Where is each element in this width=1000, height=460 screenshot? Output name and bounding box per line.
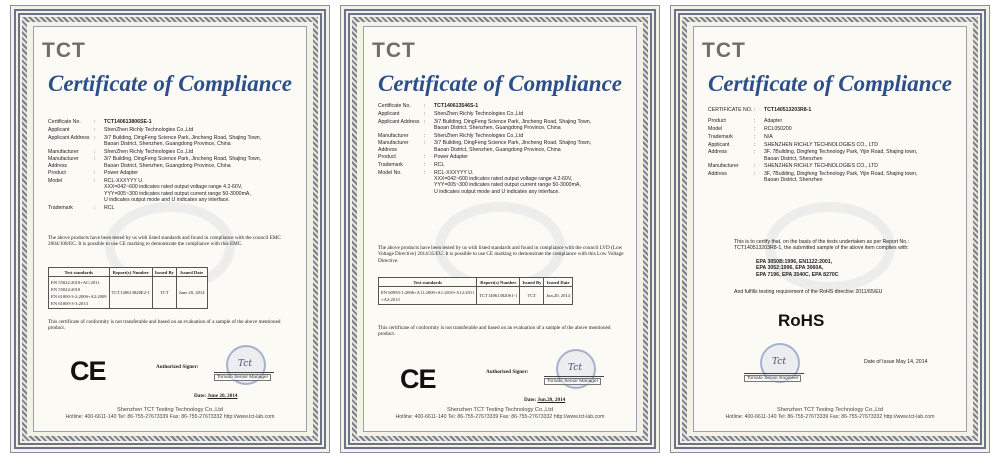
date-label: Date:: [524, 397, 537, 403]
table-header: Issued By: [520, 278, 544, 287]
standard-item: EN 55024:2010: [51, 286, 81, 292]
field-label: Product: [378, 154, 396, 161]
field-label: Address: [708, 149, 728, 156]
standards-table: [378, 277, 573, 305]
certificate-body: [693, 26, 967, 432]
field-label: Manufacturer Address: [48, 156, 79, 169]
field-manufacturer-address: Manufacturer Address : 3/7 Building, DingFeng Science Park, Jincheng Road, Shajing Town, Baoan District, Shenzhen, Guangdong Province, China: [48, 156, 298, 168]
field-label: Applicant Address: [48, 134, 90, 141]
field-manufacturer: Manufacturer : ShenZhen Richly Technologies Co.,Ltd: [378, 133, 628, 139]
field-value: ShenZhen Richly Technologies Co.,Ltd: [104, 148, 194, 155]
certificate-footer: [364, 407, 636, 421]
field-label: CERTIFICATE NO.: [708, 107, 753, 113]
field-value: RCL-XXXYYY U. XXX=042~600 indicates rated output voltage range 4.2-60V, YYY=005~300 indicates rated output current range 50-3000mA, U indicates output mode and U indicates any interface.: [104, 178, 251, 203]
field-applicant: Applicant : SHENZHEN RICHLY TECHNOLOGIES CO., LTD: [708, 142, 958, 148]
rohs-mark: RoHS: [778, 311, 825, 330]
footer-contact: Hotline: 400-6611-140 Tel: 86-755-27673339 Fax: 86-755-27673332 http://www.tct-lab.com: [65, 414, 275, 420]
field-value: TCT140613546S-1: [434, 103, 479, 109]
field-value: RCL050200: [764, 126, 792, 132]
field-label: Product: [48, 170, 66, 177]
field-value: 3F, 7Building, Dingfeng Technology Park, Yijin Road, Shajing town, Baoan District, Shenzhen: [764, 171, 918, 184]
field-certificate-no: Certificate No. : TCT140613546S-1: [378, 103, 628, 109]
field-applicant: Applicant : ShenZhen Richly Technologies Co.,Ltd: [378, 111, 628, 117]
signer-name: Tomato Senior Manager: [214, 374, 271, 381]
table-cell-standards: [49, 277, 110, 309]
field-label: Applicant Address: [378, 118, 420, 125]
signer-label: Authorized Signer:: [156, 364, 199, 370]
field-label: Applicant: [708, 141, 730, 148]
field-product: Product : Power Adapter: [378, 154, 628, 160]
footer-company: Shenzhen TCT Testing Technology Co.,Ltd: [777, 407, 883, 413]
field-value: SHENZHEN RICHLY TECHNOLOGIES CO., LTD: [764, 163, 879, 170]
date-value: Jun.20, 2014: [537, 397, 566, 403]
field-label: Applicant: [48, 126, 70, 133]
field-product: Product : Adapter: [708, 118, 958, 124]
certificate-title: Certificate of Compliance: [377, 71, 622, 96]
table-header: Issued Date: [544, 278, 573, 287]
field-value: TCT140613806SE-1: [104, 119, 152, 125]
field-label: Certificate No.: [378, 103, 411, 109]
certificate-title: Certificate of Compliance: [47, 71, 292, 96]
transfer-note: This certificate of conformity is not transferable and based on an evaluation of a sample of the above mentioned product.: [48, 319, 281, 332]
table-cell-issuer: TCT: [152, 277, 176, 309]
field-label: Applicant: [378, 110, 400, 117]
field-label: Trademark: [48, 204, 73, 211]
issue-date: [194, 393, 238, 399]
standard-item: EN 60950-1:2006+A11:2009+A1:2010+A12:2011: [381, 289, 475, 295]
field-trademark: Trademark : RCL: [378, 162, 628, 168]
field-certificate-no: Certificate No. : TCT140613806SE-1: [48, 119, 298, 125]
field-label: Manufacturer: [378, 132, 409, 139]
standard-item: EN 55022:2010+AC:2011: [51, 279, 100, 285]
table-row: [379, 287, 573, 305]
field-value: 3F, 7Building, Dingfeng Technology Park, Yijin Road, Shajing town, Baoan District, Shenzhen: [764, 149, 918, 162]
field-label: Model No.: [378, 169, 402, 176]
certificate-footer: [694, 407, 966, 421]
signature-line: [544, 376, 604, 377]
issue-date: [524, 397, 565, 403]
certificate-title: Certificate of Compliance: [707, 71, 952, 96]
table-header: Issued Date: [176, 268, 207, 277]
footer-contact: Hotline: 400-6611-140 Tel: 86-755-27673339 Fax: 86-755-27673332 http://www.tct-lab.com: [725, 414, 935, 420]
date-value: June 20, 2014: [207, 393, 238, 399]
field-trademark: Trademark : N/A: [708, 134, 958, 140]
footer-company: Shenzhen TCT Testing Technology Co.,Ltd: [117, 407, 223, 413]
field-certificate-no: CERTIFICATE NO. : TCT140513203R8-1: [708, 107, 958, 113]
field-value: Adapter: [764, 118, 783, 125]
signature: Tct: [238, 359, 252, 369]
field-model: Model : RCL050200: [708, 126, 958, 132]
field-label: Product: [708, 118, 726, 125]
signature-line: [744, 373, 804, 374]
date-label: Date:: [194, 393, 207, 399]
standards-table: [48, 267, 208, 309]
date-label: Date of Issue: [864, 359, 895, 365]
tct-logo: TCT: [372, 39, 416, 62]
field-label: Manufacturer Address: [378, 140, 409, 153]
field-value: ShenZhen Richly Technologies Co.,Ltd: [104, 126, 194, 133]
signer-name: Tomato Senior Engineer: [744, 375, 801, 382]
field-value: ShenZhen Richly Technologies Co.,Ltd: [434, 110, 524, 117]
signer-name: Tomato Senior Manager: [544, 378, 601, 385]
table-cell-date: Jun.20, 2014: [544, 287, 573, 305]
field-applicant-address: Applicant Address : 3/7 Building, DingFeng Science Park, Jincheng Road, Shajing Town, Baoan District, Shenzhen, Guangdong Province, China: [378, 119, 628, 131]
table-cell-date: June 20, 2014: [176, 277, 207, 309]
date-value: May 14, 2014: [896, 359, 928, 365]
table-header-row: [379, 278, 573, 287]
field-label: Address: [708, 171, 728, 178]
table-cell-report: TCT140613820E2-1: [109, 277, 152, 309]
certificate-body: [363, 26, 637, 432]
field-value: N/A: [764, 133, 773, 140]
table-header: Test standards: [379, 278, 477, 287]
table-header: Issued By: [152, 268, 176, 277]
table-header: Report(s) Number: [477, 278, 520, 287]
field-value: RCL-XXXYYY U. XXX=042~600 indicates rated output voltage range 4.2-60V, YYY=005~300 indicates rated output current range 50-3000mA, U indicates output mode and U indicates any interface.: [434, 169, 581, 195]
field-product: Product : Power Adapter: [48, 170, 298, 176]
table-header-row: [49, 268, 208, 277]
table-cell-report: TCT140613820S1-1: [477, 287, 520, 305]
certificate-body: [33, 26, 307, 432]
rohs-compliance-note: And fulfills testing requirement of the RoHS directive 2011/65/EU: [734, 289, 883, 295]
standard-item: EPA 3052:1996, EPA 3060A,: [756, 265, 824, 272]
tct-logo: TCT: [42, 39, 86, 62]
ce-mark: CE: [70, 356, 106, 386]
field-label: Model: [48, 178, 63, 185]
field-value: Power Adapter: [434, 154, 469, 161]
certificate-rohs: [670, 5, 990, 453]
field-label: Manufacturer: [708, 163, 739, 170]
field-label: Certificate No.: [48, 119, 81, 125]
certificate-footer: [34, 407, 306, 421]
field-model: Model : RCL-XXXYYY U. XXX=042~600 indicates rated output voltage range 4.2-60V, YYY=005~300 indicates rated output current range 50-3000mA, U indicates output mode and U indicates any interface.: [48, 178, 298, 203]
field-manufacturer: Manufacturer : ShenZhen Richly Technologies Co.,Ltd: [48, 149, 298, 155]
field-value: TCT140513203R8-1: [764, 107, 812, 113]
rohs-standards: [756, 259, 946, 278]
table-cell-standards: [379, 287, 477, 305]
certificate-fields: [378, 103, 628, 196]
certificate-fields: [708, 107, 958, 185]
compliance-statement: The above products have been tested by us with listed standards and found in compliance with the council EMC 2004/108/EC. It is possible to use CE marking to demonstrate the compliance with this EMC.: [48, 235, 281, 248]
field-value: 3/7 Building, DingFeng Science Park, Jincheng Road, Shajing Town, Baoan District, Shenzhen, Guangdong Province, China: [104, 134, 262, 147]
field-applicant: Applicant : ShenZhen Richly Technologies Co.,Ltd: [48, 127, 298, 133]
footer-contact: Hotline: 400-6611-140 Tel: 86-755-27673339 Fax: 86-755-27673332 http://www.tct-lab.com: [395, 414, 605, 420]
table-header: Report(s) Number: [109, 268, 152, 277]
signer-label: Authorized Signer:: [486, 369, 529, 375]
field-value: RCL: [104, 204, 115, 211]
standard-item: EPA 7196, EPA 3540C, EPA 8270C: [756, 271, 839, 278]
certificate-fields: [48, 119, 298, 212]
field-manufacturer-address: Address : 3F, 7Building, Dingfeng Technology Park, Yijin Road, Shajing town, Baoan District, Shenzhen: [708, 171, 958, 183]
field-label: Trademark: [378, 162, 403, 169]
field-value: ShenZhen Richly Technologies Co.,Ltd: [434, 132, 524, 139]
field-manufacturer: Manufacturer : SHENZHEN RICHLY TECHNOLOGIES CO., LTD: [708, 163, 958, 169]
signature-line: [214, 372, 274, 373]
signature: Tct: [772, 357, 786, 367]
field-manufacturer-address: Manufacturer Address : 3/7 Building, DingFeng Science Park, Jincheng Road, Shajing Town, Baoan District, Shenzhen, Guangdong Province, China: [378, 140, 628, 152]
certificate-lvd: [340, 5, 660, 453]
standard-item: EN 61000-3-3:2013: [51, 300, 88, 306]
table-header: Test standards: [49, 268, 110, 277]
field-value: 3/7 Building, DingFeng Science Park, Jincheng Road, Shajing Town, Baoan District, Shenzhen, Guangdong Province, China: [434, 118, 592, 131]
ce-mark: CE: [400, 364, 436, 394]
standard-item: EPA 3050B:1996, EN1122:2001,: [756, 259, 833, 265]
standard-item: EN 61000-3-2:2006+A2:2009: [51, 293, 107, 299]
field-label: Manufacturer: [48, 148, 79, 155]
certificate-emc: [10, 5, 330, 453]
signature: Tct: [568, 363, 582, 373]
tct-logo: TCT: [702, 39, 746, 62]
field-value: 3/7 Building, DingFeng Science Park, Jincheng Road, Shajing Town, Baoan District, Shenzhen, Guangdong Province, China: [104, 156, 262, 169]
field-model: Model No. : RCL-XXXYYY U. XXX=042~600 indicates rated output voltage range 4.2-60V, YYY=005~300 indicates rated output current range 50-3000mA, U indicates output mode and U indicates any interface.: [378, 170, 628, 195]
field-value: SHENZHEN RICHLY TECHNOLOGIES CO., LTD: [764, 141, 879, 148]
field-applicant-address: Applicant Address : 3/7 Building, DingFeng Science Park, Jincheng Road, Shajing Town, Baoan District, Shenzhen, Guangdong Province, China: [48, 135, 298, 147]
field-label: Model: [708, 126, 723, 132]
table-cell-issuer: TCT: [520, 287, 544, 305]
issue-date: [864, 359, 927, 365]
transfer-note: This certificate of conformity is not transferable and based on an evaluation of a sample of the above mentioned product.: [378, 325, 611, 338]
field-label: Trademark: [708, 133, 733, 140]
field-value: 3/7 Building, DingFeng Science Park, Jincheng Road, Shajing Town, Baoan District, Shenzhen, Guangdong Province, China: [434, 140, 592, 153]
field-applicant-address: Address : 3F, 7Building, Dingfeng Technology Park, Yijin Road, Shajing town, Baoan District, Shenzhen: [708, 149, 958, 161]
field-value: RCL: [434, 162, 445, 169]
field-value: Power Adapter: [104, 170, 139, 177]
standard-item: +A2:2013: [381, 296, 400, 302]
footer-company: Shenzhen TCT Testing Technology Co.,Ltd: [447, 407, 553, 413]
compliance-statement: The above products have been tested by us with listed standards and found in compliance with the council LVD (Low Voltage Directive) 2014/35/EU. It is possible to use CE marking to demonstrate the compliance with this Low Voltage Directive.: [378, 245, 624, 264]
table-row: [49, 277, 208, 309]
compliance-statement: This is to certify that, on the basis of the tests undertaken as per Report No.: TCT140513203R8-1, the submitted sample of the above item complies with:: [734, 239, 910, 252]
field-trademark: Trademark : RCL: [48, 205, 298, 211]
